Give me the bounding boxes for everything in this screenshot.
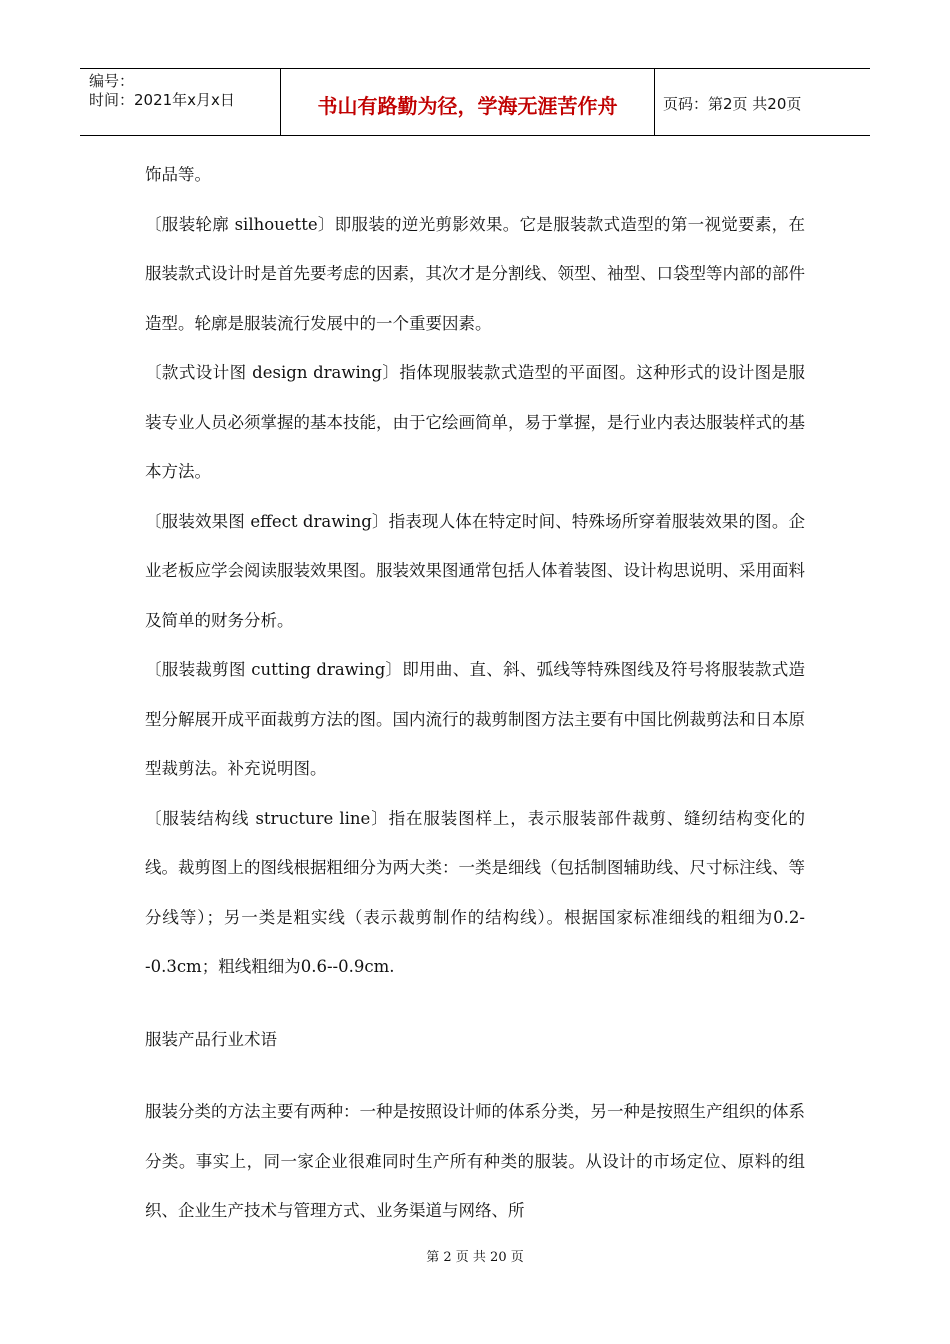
section-heading: 服装产品行业术语 — [145, 1029, 277, 1049]
document-body — [145, 150, 805, 1236]
page-header — [80, 68, 870, 136]
document-time-label: 时间：2021年x月x日 — [89, 91, 235, 109]
header-meta — [80, 69, 281, 135]
paragraph-effect-drawing: 〔服装效果图 effect drawing〕指表现人体在特定时间、特殊场所穿着服装效果的图。企业老板应学会阅读服装效果图。服装效果图通常包括人体着装图、设计构思说明、采用面料及简单的财务分析。 — [145, 511, 805, 630]
page-footer: 第 2 页 共 20 页 — [426, 1250, 524, 1265]
paragraph-silhouette: 〔服装轮廓 silhouette〕即服装的逆光剪影效果。它是服装款式造型的第一视觉要素，在服装款式设计时是首先要考虑的因素，其次才是分割线、领型、袖型、口袋型等内部的部件造型。轮廓是服装流行发展中的一个重要因素。 — [145, 214, 805, 333]
header-motto: 书山有路勤为径，学海无涯苦作舟 — [281, 69, 655, 135]
paragraph: 饰品等。 — [145, 165, 211, 184]
document-number-label: 编号： — [89, 72, 135, 90]
paragraph-classification: 服装分类的方法主要有两种：一种是按照设计师的体系分类，另一种是按照生产组织的体系分类。事实上，同一家企业很难同时生产所有种类的服装。从设计的市场定位、原料的组织、企业生产技术与管理方式、业务渠道与网络、所 — [145, 1102, 805, 1220]
paragraph-structure-line: 〔服装结构线 structure line〕指在服装图样上，表示服装部件裁剪、缝纫结构变化的线。裁剪图上的图线根据粗细分为两大类：一类是细线（包括制图辅助线、尺寸标注线、等分线等）；另一类是粗实线（表示裁剪制作的结构线）。根据国家标准细线的粗细为0.2--0.3cm；粗线粗细为0.6--0.9cm. — [145, 808, 805, 976]
header-page-info: 页码：第2页 共20页 — [663, 94, 802, 113]
paragraph-design-drawing: 〔款式设计图 design drawing〕指体现服装款式造型的平面图。这种形式的设计图是服装专业人员必须掌握的基本技能，由于它绘画简单，易于掌握，是行业内表达服装样式的基本方法。 — [145, 363, 805, 481]
paragraph-cutting-drawing: 〔服装裁剪图 cutting drawing〕即用曲、直、斜、弧线等特殊图线及符号将服装款式造型分解展开成平面裁剪方法的图。国内流行的裁剪制图方法主要有中国比例裁剪法和日本原型裁剪法。补充说明图。 — [145, 660, 805, 778]
